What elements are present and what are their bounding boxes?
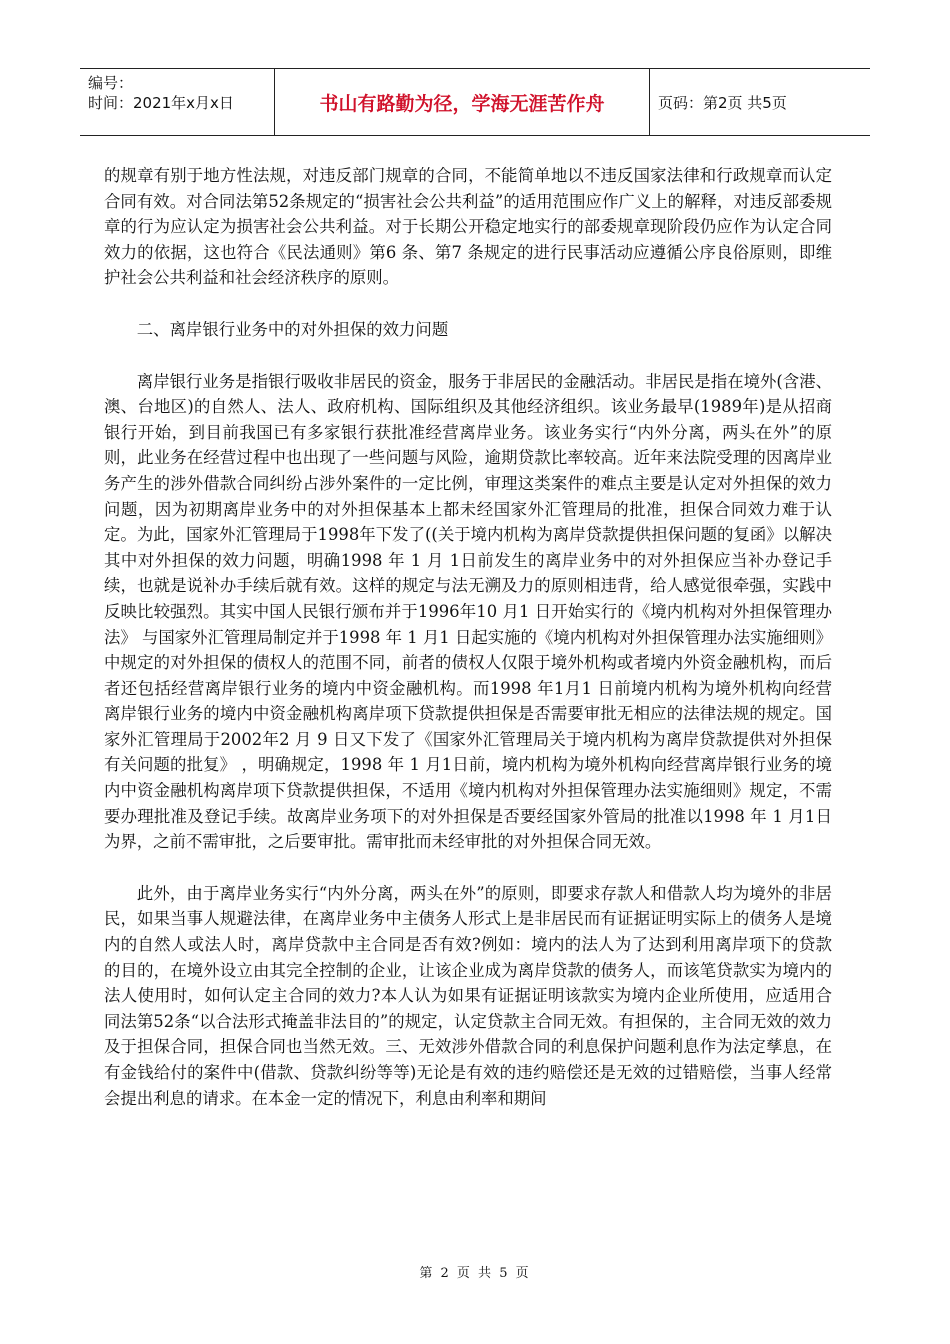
document-time-label: 时间：2021年x月x日 [88,94,234,112]
paragraph-offshore-loan-validity: 此外，由于离岸业务实行“内外分离，两头在外”的原则，即要求存款人和借款人均为境外的非居民，如果当事人规避法律，在离岸业务中主债务人形式上是非居民而有证据证明实际上的债务人是境内的自然人或法人时，离岸贷款中主合同是否有效?例如：境内的法人为了达到利用离岸项下的贷款的目的，在境外设立由其完全控制的企业，让该企业成为离岸贷款的债务人，而该笔贷款实为境内的法人使用时，如何认定主合同的效力?本人认为如果有证据证明该款实为境内企业所使用，应适用合同法第52条“以合法形式掩盖非法目的”的规定，认定贷款主合同无效。有担保的，主合同无效的效力及于担保合同，担保合同也当然无效。三、无效涉外借款合同的利息保护问题利息作为法定孳息，在有金钱给付的案件中(借款、贷款纠纷等等)无论是有效的违约赔偿还是无效的过错赔偿，当事人经常会提出利息的请求。在本金一定的情况下，利息由利率和期间 [104,883,832,1108]
header-motto: 书山有路勤为径，学海无涯苦作舟 [275,69,650,135]
document-body [104,163,832,1111]
header-page-info: 页码：第2页 共5页 [658,93,787,112]
page-header [80,68,870,136]
section-heading: 二、离岸银行业务中的对外担保的效力问题 [136,319,449,339]
page-footer: 第 2 页 共 5 页 [419,1266,531,1281]
paragraph-offshore-banking: 离岸银行业务是指银行吸收非居民的资金，服务于非居民的金融活动。非居民是指在境外(含港、澳、台地区)的自然人、法人、政府机构、国际组织及其他经济组织。该业务最早(1989年)是从招商银行开始，到目前我国已有多家银行获批准经营离岸业务。该业务实行“内外分离，两头在外”的原则，此业务在经营过程中也出现了一些问题与风险，逾期贷款比率较高。近年来法院受理的因离岸业务产生的涉外借款合同纠纷占涉外案件的一定比例，审理这类案件的难点主要是认定对外担保的效力问题，因为初期离岸业务中的对外担保基本上都未经国家外汇管理局的批准，担保合同效力难于认定。为此，国家外汇管理局于1998年下发了((关于境内机构为离岸贷款提供担保问题的复函》以解决其中对外担保的效力问题，明确1998 年 1 月 1日前发生的离岸业务中的对外担保应当补办登记手续，也就是说补办手续后就有效。这样的规定与法无溯及力的原则相违背，给人感觉很牵强，实践中反映比较强烈。其实中国人民银行颁布并于1996年10 月1 日开始实行的《境内机构对外担保管理办法》 与国家外汇管理局制定并于1998 年 1 月1 日起实施的《境内机构对外担保管理办法实施细则》中规定的对外担保的债权人的范围不同，前者的债权人仅限于境外机构或者境内外资金融机构，而后者还包括经营离岸银行业务的境内中资金融机构。而1998 年1月1 日前境内机构为境外机构向经营离岸银行业务的境内中资金融机构离岸项下贷款提供担保是否需要审批无相应的法律法规的规定。国家外汇管理局于2002年2 月 9 日又下发了《国家外汇管理局关于境内机构为离岸贷款提供对外担保有关问题的批复》 ，明确规定，1998 年 1 月1日前，境内机构为境外机构向经营离岸银行业务的境内中资金融机构离岸项下贷款提供担保，不适用《境内机构对外担保管理办法实施细则》规定，不需要办理批准及登记手续。故离岸业务项下的对外担保是否要经国家外管局的批准以1998 年 1 月1日为界，之前不需审批，之后要审批。需审批而未经审批的对外担保合同无效。 [104,371,832,852]
header-meta [80,69,275,135]
paragraph-continuation: 的规章有别于地方性法规，对违反部门规章的合同，不能简单地以不违反国家法律和行政规章而认定合同有效。对合同法第52条规定的“损害社会公共利益”的适用范围应作广义上的解释，对违反部委规章的行为应认定为损害社会公共利益。对于长期公开稳定地实行的部委规章现阶段仍应作为认定合同效力的依据，这也符合《民法通则》第6 条、第7 条规定的进行民事活动应遵循公序良俗原则，即维护社会公共利益和社会经济秩序的原则。 [104,166,832,288]
document-number-label: 编号： [88,74,134,92]
